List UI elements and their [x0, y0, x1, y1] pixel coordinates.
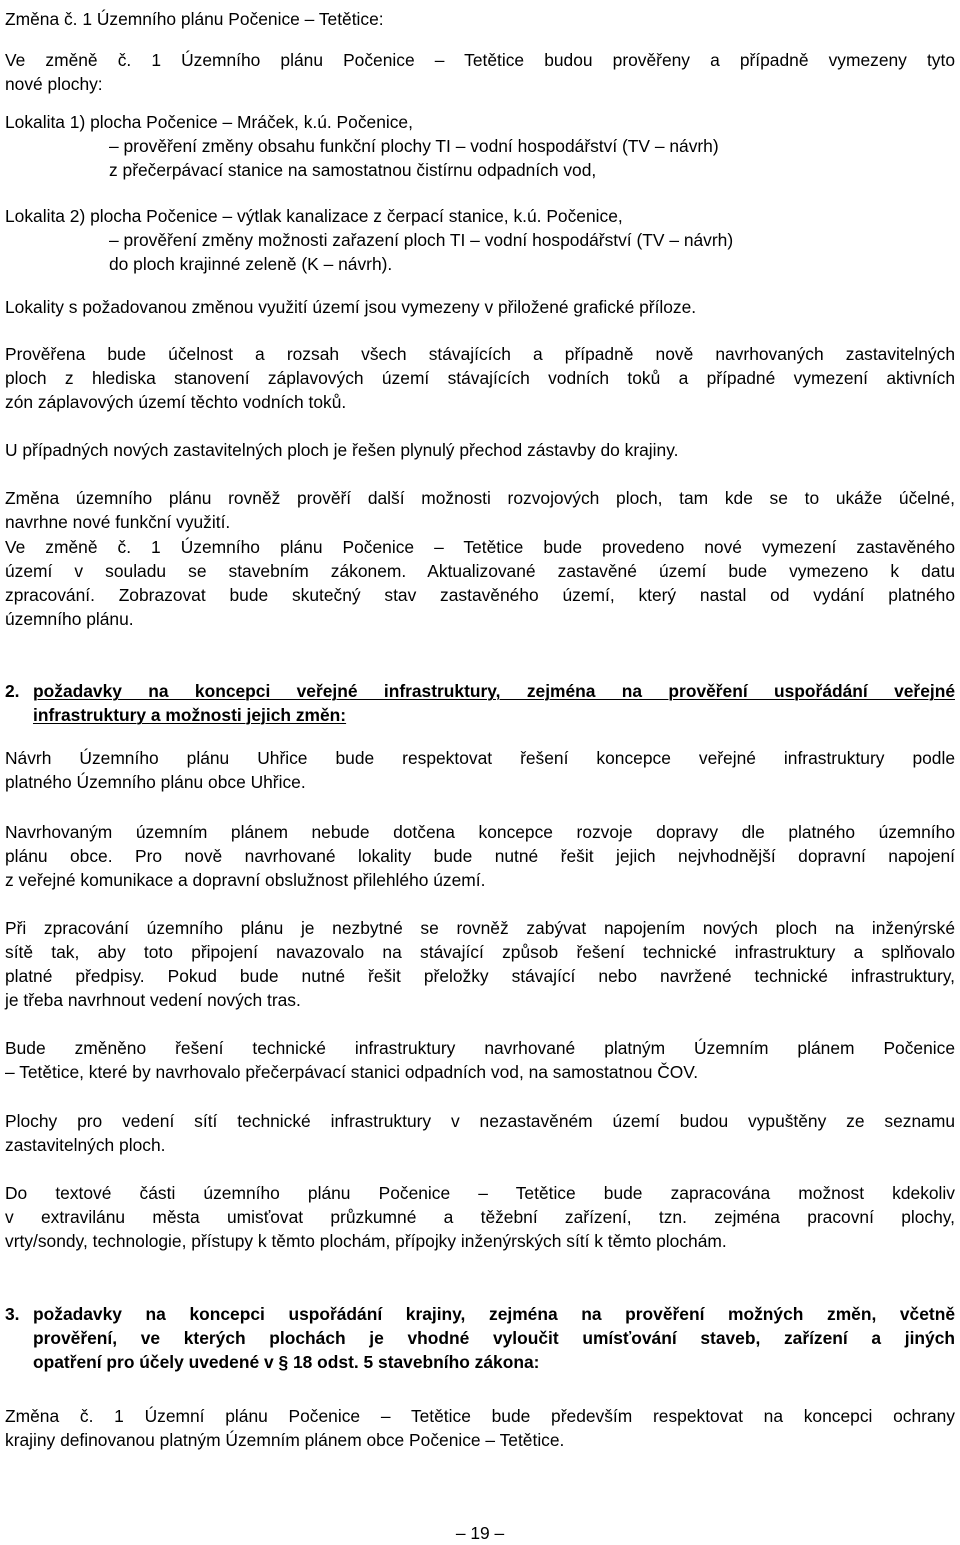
lokalita-2-head: Lokalita 2) plocha Počenice – výtlak kanalizace z čerpací stanice, k.ú. Počenice,: [5, 206, 623, 226]
lokalita-1-line: – prověření změny obsahu funkční plochy TI – vodní hospodářství (TV – návrh): [109, 136, 719, 156]
proverena-line: Prověřena bude účelnost a rozsah všech stávajících a případně nově navrhovaných zastavitelných: [5, 344, 955, 364]
section-2-paragraph-2: [5, 820, 955, 892]
ve-zmene-line: zpracování. Zobrazovat bude skutečný stav zastavěného území, který nastal od vydání platného: [5, 585, 955, 605]
s2-p5-line: Plochy pro vedení sítí technické infrastruktury v nezastavěném území budou vypuštěny ze seznamu: [5, 1111, 955, 1131]
section-3-paragraph-1: [5, 1404, 955, 1452]
s2-p1-line: platného Územního plánu obce Uhřice.: [5, 772, 306, 792]
section-2-paragraph-1: [5, 746, 955, 794]
section-3-number: 3.: [5, 1304, 20, 1324]
s2-p6-line: Do textové části územního plánu Počenice – Tetětice bude zapracována možnost kdekoliv: [5, 1183, 955, 1203]
section-3-title-line: opatření pro účely uvedené v § 18 odst. 5 stavebního zákona:: [33, 1352, 540, 1372]
lokality-text: Lokality s požadovanou změnou využití území jsou vymezeny v přiložené grafické příloze.: [5, 297, 697, 317]
ve-zmene-line: územního plánu.: [5, 609, 134, 629]
zmena-paragraph: [5, 486, 955, 534]
s3-p1-line: krajiny definovanou platným Územním plánem obce Počenice – Tetětice.: [5, 1430, 565, 1450]
s2-p3-line: Při zpracování územního plánu je nezbytné se rovněž zabývat napojením nových ploch na inženýrské: [5, 918, 955, 938]
proverena-line: zón záplavových území těchto vodních toků.: [5, 392, 347, 412]
section-2-title-line: požadavky na koncepci veřejné infrastruktury, zejména na prověření uspořádání veřejné: [33, 681, 955, 701]
document-heading: [5, 7, 955, 31]
s2-p3-line: platné předpisy. Pokud bude nutné řešit přeložky stávající nebo navržené technické infrastruktury,: [5, 966, 955, 986]
section-2-paragraph-3: [5, 916, 955, 1012]
lokalita-2-details: [109, 228, 955, 276]
lokalita-1-details: [109, 134, 955, 182]
intro-line: Ve změně č. 1 Územního plánu Počenice – Tetětice budou prověřeny a případně vymezeny tyto: [5, 50, 955, 70]
s2-p6-line: vrty/sondy, technologie, přístupy k těmto plochám, přípojky inženýrských sítí k těmto plochám.: [5, 1231, 727, 1251]
pripadnych-paragraph: [5, 438, 955, 462]
lokalita-1-head: Lokalita 1) plocha Počenice – Mráček, k.ú. Počenice,: [5, 112, 413, 132]
intro-paragraph: [5, 48, 955, 96]
proverena-paragraph: [5, 342, 955, 414]
s2-p3-line: sítě tak, aby toto připojení navazovalo na stávající způsob řešení technické infrastruktury a splňovalo: [5, 942, 955, 962]
section-2-paragraph-4: [5, 1036, 955, 1084]
lokalita-1-line: z přečerpávací stanice na samostatnou čistírnu odpadních vod,: [109, 160, 597, 180]
s3-p1-line: Změna č. 1 Územní plánu Počenice – Tetětice bude především respektovat na koncepci ochrany: [5, 1406, 955, 1426]
ve-zmene-paragraph: [5, 535, 955, 631]
s2-p6-line: v extravilánu města umisťovat průzkumné a těžební zařízení, tzn. zejména pracovní plochy,: [5, 1207, 955, 1227]
section-3-title-line: požadavky na koncepci uspořádání krajiny, zejména na prověření možných změn, včetně: [33, 1304, 955, 1324]
zmena-line: navrhne nové funkční využití.: [5, 512, 231, 532]
section-2-paragraph-5: [5, 1109, 955, 1157]
s2-p4-line: – Tetětice, které by navrhovalo přečerpávací stanici odpadních vod, na samostatnou ČOV.: [5, 1062, 699, 1082]
s2-p4-line: Bude změněno řešení technické infrastruktury navrhované platným Územním plánem Počenice: [5, 1038, 955, 1058]
section-3-title-line: prověření, ve kterých plochách je vhodné vyloučit umísťování staveb, zařízení a jiných: [33, 1328, 955, 1348]
lokality-paragraph: [5, 295, 955, 319]
s2-p3-line: je třeba navrhnout vedení nových tras.: [5, 990, 301, 1010]
section-2-number: 2.: [5, 681, 20, 701]
lokalita-2-line: do ploch krajinné zeleně (K – návrh).: [109, 254, 393, 274]
proverena-line: ploch z hlediska stanovení záplavových území stávajících vodních toků a případné vymezení aktivních: [5, 368, 955, 388]
pripadnych-text: U případných nových zastavitelných ploch je řešen plynulý přechod zástavby do krajiny.: [5, 440, 679, 460]
intro-line: nové plochy:: [5, 74, 103, 94]
ve-zmene-line: území v souladu se stavebním zákonem. Aktualizované zastavěné území bude vymezeno k datu: [5, 561, 955, 581]
section-2-title-line: infrastruktury a možnosti jejich změn:: [33, 705, 347, 725]
lokalita-2-line: – prověření změny možnosti zařazení ploch TI – vodní hospodářství (TV – návrh): [109, 230, 734, 250]
s2-p2-line: z veřejné komunikace a dopravní obslužnost přilehlého území.: [5, 870, 486, 890]
s2-p2-line: plánu obce. Pro nově navrhované lokality bude nutné řešit jejich nejvhodnější dopravní napojení: [5, 846, 955, 866]
page-number: – 19 –: [455, 1523, 505, 1543]
lokalita-2-heading: [5, 204, 955, 228]
s2-p2-line: Navrhovaným územním plánem nebude dotčena koncepce rozvoje dopravy dle platného územního: [5, 822, 955, 842]
s2-p1-line: Návrh Územního plánu Uhřice bude respektovat řešení koncepce veřejné infrastruktury podle: [5, 748, 955, 768]
zmena-line: Změna územního plánu rovněž prověří další možnosti rozvojových ploch, tam kde se to ukáže účelné,: [5, 488, 955, 508]
heading-text: Změna č. 1 Územního plánu Počenice – Tetětice:: [5, 9, 384, 29]
s2-p5-line: zastavitelných ploch.: [5, 1135, 166, 1155]
ve-zmene-line: Ve změně č. 1 Územního plánu Počenice – Tetětice bude provedeno nové vymezení zastavěného: [5, 537, 955, 557]
lokalita-1-heading: [5, 110, 955, 134]
section-2-paragraph-6: [5, 1181, 955, 1253]
